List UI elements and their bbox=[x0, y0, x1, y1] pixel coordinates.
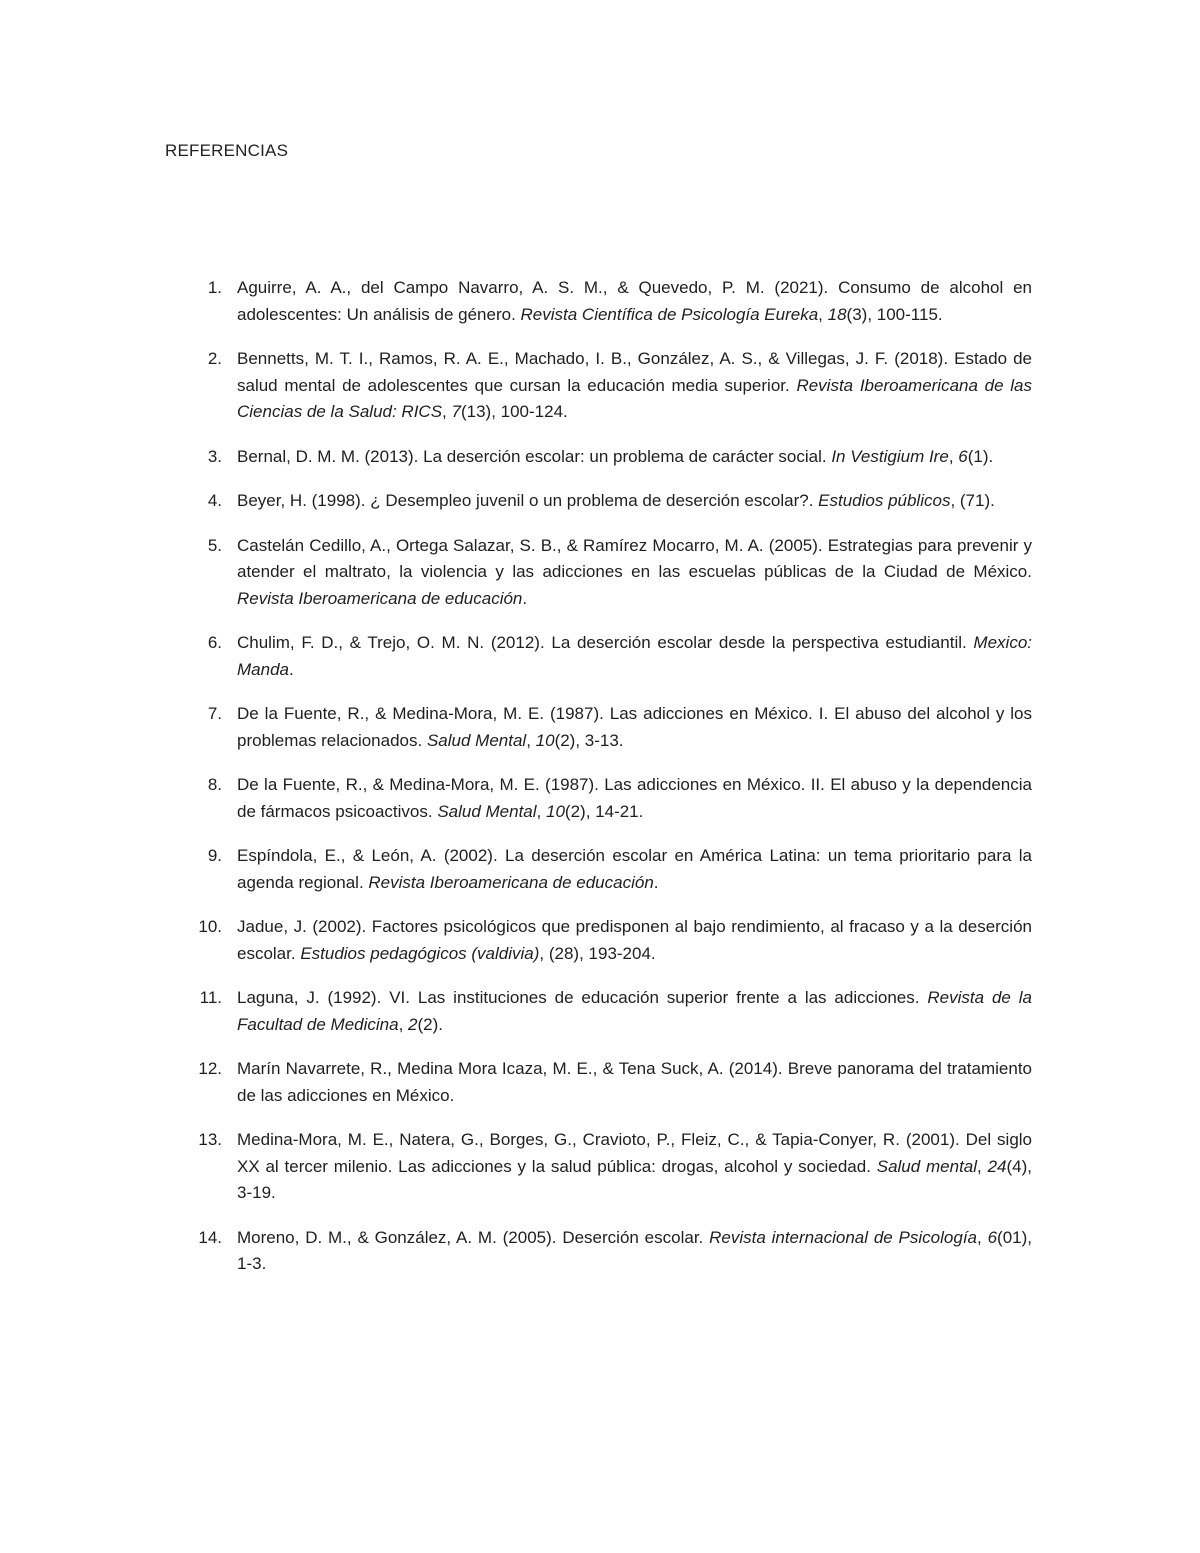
reference-segment: . bbox=[288, 659, 294, 679]
reference-item bbox=[0, 914, 1200, 967]
reference-text bbox=[237, 633, 1032, 679]
reference-text bbox=[237, 988, 1032, 1034]
reference-italic-segment: 2 bbox=[408, 1014, 418, 1034]
reference-segment: , (28), 193-204. bbox=[539, 943, 656, 963]
reference-italic-segment: 24 bbox=[987, 1156, 1007, 1176]
reference-italic-segment: 7 bbox=[451, 402, 461, 421]
reference-text bbox=[237, 349, 1032, 421]
reference-item bbox=[0, 444, 1200, 471]
reference-item bbox=[0, 346, 1200, 426]
reference-segment: (13), 100-124. bbox=[460, 402, 568, 421]
reference-segment: . bbox=[653, 872, 659, 892]
reference-italic-segment: 6 bbox=[958, 446, 968, 466]
reference-segment: . bbox=[522, 588, 528, 608]
reference-text bbox=[237, 775, 1032, 821]
reference-segment: , (71). bbox=[950, 491, 995, 510]
reference-italic-segment: Revista Iberoamericana de educación bbox=[368, 872, 654, 892]
reference-segment: Beyer, H. (1998). ¿ Desempleo juvenil o un problema de deserción escolar?. bbox=[237, 491, 819, 510]
reference-number: 14. bbox=[198, 1227, 222, 1247]
reference-number: 3. bbox=[207, 446, 222, 466]
reference-italic-segment: Salud Mental bbox=[437, 801, 537, 821]
reference-item bbox=[0, 843, 1200, 896]
reference-item bbox=[0, 772, 1200, 825]
reference-item bbox=[0, 275, 1200, 328]
reference-segment: Bennetts, M. T. I., Ramos, R. A. E., Machado, I. B., González, A. S., & Villegas, J. F. (2018). Estado de salud mental de adolescentes que cursan la educación media superior. bbox=[237, 349, 1032, 395]
reference-segment: Bernal, D. M. M. (2013). La deserción escolar: un problema de carácter social. bbox=[237, 446, 832, 466]
reference-segment: Medina-Mora, M. E., Natera, G., Borges, G., Cravioto, P., Fleiz, C., & Tapia-Conyer, R. (2001). Del siglo XX al tercer milenio. Las adicciones y la salud pública: drogas, alcohol y sociedad. bbox=[237, 1130, 1032, 1176]
reference-number: 8. bbox=[207, 775, 222, 794]
reference-list bbox=[0, 275, 1200, 1296]
reference-italic-segment: Estudios públicos bbox=[818, 491, 951, 510]
reference-italic-segment: 10 bbox=[546, 801, 565, 821]
reference-text bbox=[237, 1228, 1032, 1274]
reference-segment: (2). bbox=[417, 1014, 444, 1034]
reference-text bbox=[237, 704, 1032, 750]
reference-segment: De la Fuente, R., & Medina-Mora, M. E. (1987). Las adicciones en México. II. El abuso y la dependencia de fármacos psicoactivos. bbox=[237, 775, 1032, 821]
reference-segment: Laguna, J. (1992). VI. Las instituciones de educación superior frente a las adicciones. bbox=[237, 988, 928, 1007]
reference-number: 2. bbox=[207, 349, 222, 368]
reference-segment: (01), 1-3. bbox=[237, 1227, 1032, 1273]
reference-segment: Jadue, J. (2002). Factores psicológicos que predisponen al bajo rendimiento, al fracaso y a la deserción escolar. bbox=[237, 917, 1032, 963]
reference-italic-segment: In Vestigium Ire bbox=[831, 446, 949, 466]
reference-italic-segment: Revista internacional de Psicología bbox=[709, 1227, 977, 1247]
reference-segment: , bbox=[526, 730, 536, 750]
reference-number: 10. bbox=[198, 917, 222, 936]
reference-segment: (2), 3-13. bbox=[554, 730, 624, 750]
reference-italic-segment: Estudios pedagógicos (valdivia) bbox=[300, 943, 540, 963]
reference-segment: , bbox=[536, 801, 546, 821]
reference-number: 12. bbox=[198, 1059, 222, 1078]
reference-item bbox=[0, 985, 1200, 1038]
reference-text bbox=[237, 278, 1032, 324]
reference-segment: Moreno, D. M., & González, A. M. (2005). Deserción escolar. bbox=[237, 1227, 710, 1247]
reference-number: 13. bbox=[198, 1130, 222, 1149]
reference-segment: Marín Navarrete, R., Medina Mora Icaza, M. E., & Tena Suck, A. (2014). Breve panorama del tratamiento de las adicciones en México. bbox=[237, 1059, 1032, 1105]
reference-italic-segment: Revista Científica de Psicología Eureka bbox=[520, 304, 819, 324]
reference-segment: (1). bbox=[967, 446, 994, 466]
reference-segment: , bbox=[977, 1156, 988, 1176]
reference-number: 11. bbox=[199, 988, 222, 1007]
reference-segment: , bbox=[442, 402, 452, 421]
reference-italic-segment: 6 bbox=[987, 1227, 998, 1247]
reference-item bbox=[0, 701, 1200, 754]
page-title: REFERENCIAS bbox=[165, 141, 289, 160]
reference-italic-segment: 10 bbox=[535, 730, 555, 750]
reference-item bbox=[0, 1056, 1200, 1109]
reference-segment: Castelán Cedillo, A., Ortega Salazar, S. B., & Ramírez Mocarro, M. A. (2005). Estrategias para prevenir y atender el maltrato, la violencia y las adicciones en las escuelas públicas de la Ciudad de México. bbox=[237, 535, 1032, 581]
reference-number: 9. bbox=[207, 846, 222, 865]
reference-item bbox=[0, 630, 1200, 683]
reference-segment: , bbox=[948, 446, 959, 466]
reference-segment: (4), 3-19. bbox=[237, 1156, 1032, 1202]
reference-italic-segment: Mexico: Manda bbox=[237, 633, 1032, 679]
reference-number: 7. bbox=[207, 704, 222, 723]
reference-segment: (2), 14-21. bbox=[564, 801, 644, 821]
reference-text bbox=[237, 1130, 1032, 1202]
reference-segment: Chulim, F. D., & Trejo, O. M. N. (2012). La deserción escolar desde la perspectiva estudiantil. bbox=[237, 633, 974, 652]
reference-segment: , bbox=[818, 304, 828, 324]
reference-text bbox=[237, 491, 995, 510]
reference-italic-segment: Revista Iberoamericana de educación bbox=[237, 588, 523, 608]
reference-item bbox=[0, 1127, 1200, 1207]
reference-number: 5. bbox=[207, 535, 222, 555]
reference-italic-segment: 18 bbox=[827, 304, 847, 324]
reference-italic-segment: Revista de la Facultad de Medicina bbox=[237, 988, 1032, 1034]
reference-segment: (3), 100-115. bbox=[846, 304, 943, 324]
reference-text bbox=[237, 1059, 1032, 1105]
reference-text bbox=[237, 536, 1032, 608]
reference-segment: Espíndola, E., & León, A. (2002). La deserción escolar en América Latina: un tema prioritario para la agenda regional. bbox=[237, 846, 1032, 892]
reference-item bbox=[0, 533, 1200, 613]
reference-italic-segment: Salud mental bbox=[876, 1156, 978, 1176]
reference-number: 1. bbox=[207, 278, 222, 297]
reference-text bbox=[237, 846, 1032, 892]
reference-segment: De la Fuente, R., & Medina-Mora, M. E. (1987). Las adicciones en México. I. El abuso del alcohol y los problemas relacionados. bbox=[237, 704, 1032, 750]
reference-number: 6. bbox=[207, 633, 222, 652]
reference-segment: , bbox=[398, 1014, 409, 1034]
reference-italic-segment: Revista Iberoamericana de las Ciencias de la Salud: RICS bbox=[237, 375, 1032, 421]
reference-item bbox=[0, 488, 1200, 515]
reference-italic-segment: Salud Mental bbox=[426, 730, 527, 750]
reference-text bbox=[237, 917, 1032, 963]
reference-text bbox=[237, 447, 993, 466]
reference-segment: , bbox=[977, 1227, 988, 1247]
reference-item bbox=[0, 1225, 1200, 1278]
reference-number: 4. bbox=[207, 491, 222, 510]
reference-segment: Aguirre, A. A., del Campo Navarro, A. S. M., & Quevedo, P. M. (2021). Consumo de alcohol en adolescentes: Un análisis de género. bbox=[237, 278, 1032, 324]
